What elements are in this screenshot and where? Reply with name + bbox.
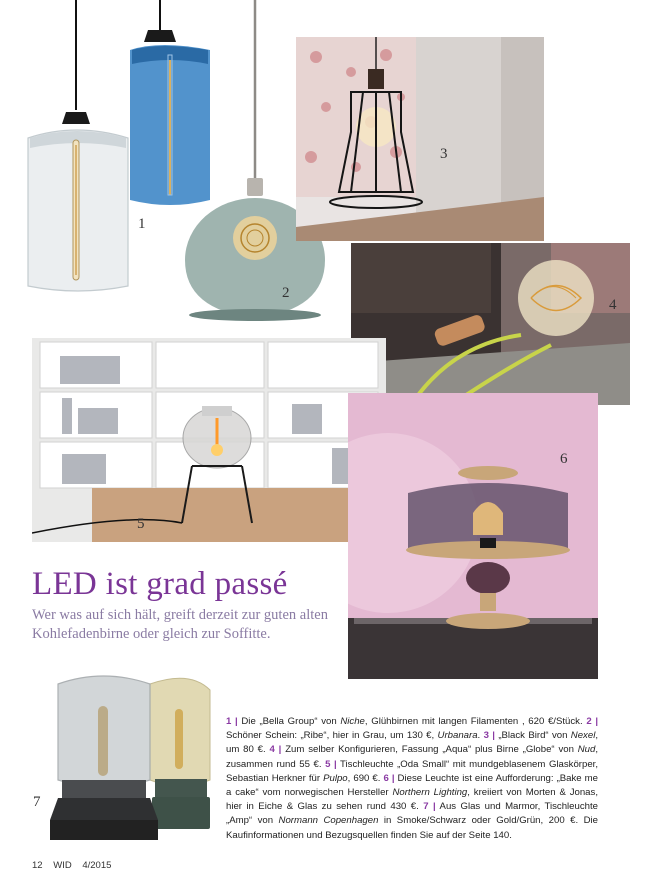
photo-bake-me-a-cake-lamp — [348, 393, 598, 679]
caption-text — [226, 715, 598, 843]
caption-number: 6 | — [383, 772, 395, 784]
caption-number: 3 | — [483, 730, 495, 742]
caption-number: 5 | — [325, 758, 337, 770]
figure-number-3: 3 — [440, 146, 448, 162]
caption-number: 7 | — [423, 801, 436, 813]
figure-number-1: 1 — [138, 216, 146, 232]
caption-maker: Niche — [340, 716, 365, 727]
caption-maker: Normann Copenhagen — [278, 815, 379, 827]
caption-maker: Nexel — [570, 730, 596, 742]
caption-segment: Tischleuchte „Oda Small“ mit mundgeblasenem Glaskörper, Sebastian Herkner für — [226, 758, 598, 784]
caption-segment: Diese Leuchte ist eine Aufforderung: „Bake me a cake“ vom norwegischen Hersteller — [226, 772, 599, 799]
figure-number-6: 6 — [560, 451, 568, 467]
caption-segment: Die „Bella Group“ von — [237, 716, 341, 727]
caption-segment: Zum selber Konfigurieren, Fassung „Aqua“ plus Birne „Globe“ von — [281, 744, 578, 756]
caption-maker: Pulpo — [323, 772, 348, 784]
caption-segment: , kreiiert von Morten & Jonas, hier in Eiche & Glas zu sehen rund 430 €. — [226, 787, 598, 813]
photo-black-bird-lamp — [296, 37, 544, 241]
caption-segment: Schöner Schein: „Ribe“, hier in Grau, um 130 €, — [226, 730, 438, 742]
caption-segment: . — [477, 730, 484, 742]
figure-number-4: 4 — [609, 297, 617, 313]
figure-number-2: 2 — [282, 285, 290, 301]
headline: LED ist grad passé — [32, 566, 288, 602]
page-footer — [32, 860, 119, 871]
caption-segment: in Smoke/Schwarz oder Gold/Grün, 200 €. Die Kaufinformationen und Bezugsquellen finden Sie auf der Seite 140. — [226, 815, 598, 841]
figure-number-5: 5 — [137, 516, 145, 532]
photo-amp-lamps — [40, 664, 225, 844]
caption-number: 2 | — [586, 716, 599, 727]
issue-date: 4/2015 — [82, 860, 112, 871]
magazine-name: WID — [53, 860, 72, 871]
caption-segment: Aus Glas und Marmor, Tischleuchte „Amp“ von — [226, 801, 598, 827]
caption-segment: , um 80 €. — [226, 730, 598, 756]
caption-segment: , 690 €. — [347, 772, 384, 784]
caption-maker: Northern Lighting — [392, 787, 468, 799]
caption-number: 1 | — [226, 716, 238, 727]
caption-number: 4 | — [269, 744, 282, 756]
photo-nud-globe — [351, 243, 630, 405]
page-number: 12 — [32, 860, 43, 871]
photo-oda-small-lamp — [32, 338, 386, 542]
caption-maker: Nud — [577, 744, 596, 756]
caption-segment: , zusammen rund 55 €. — [226, 744, 599, 770]
caption-segment: , Glühbirnen mit langen Filamenten , 620 €/Stück. — [364, 716, 587, 727]
caption-maker: Urbanara — [437, 730, 478, 742]
subline: Wer was auf sich hält, greift derzeit zur guten alten Kohlefadenbirne oder gleich zur Soffitte. — [32, 607, 328, 642]
figure-number-7: 7 — [33, 794, 41, 810]
caption-segment: „Black Bird“ von — [494, 730, 571, 742]
